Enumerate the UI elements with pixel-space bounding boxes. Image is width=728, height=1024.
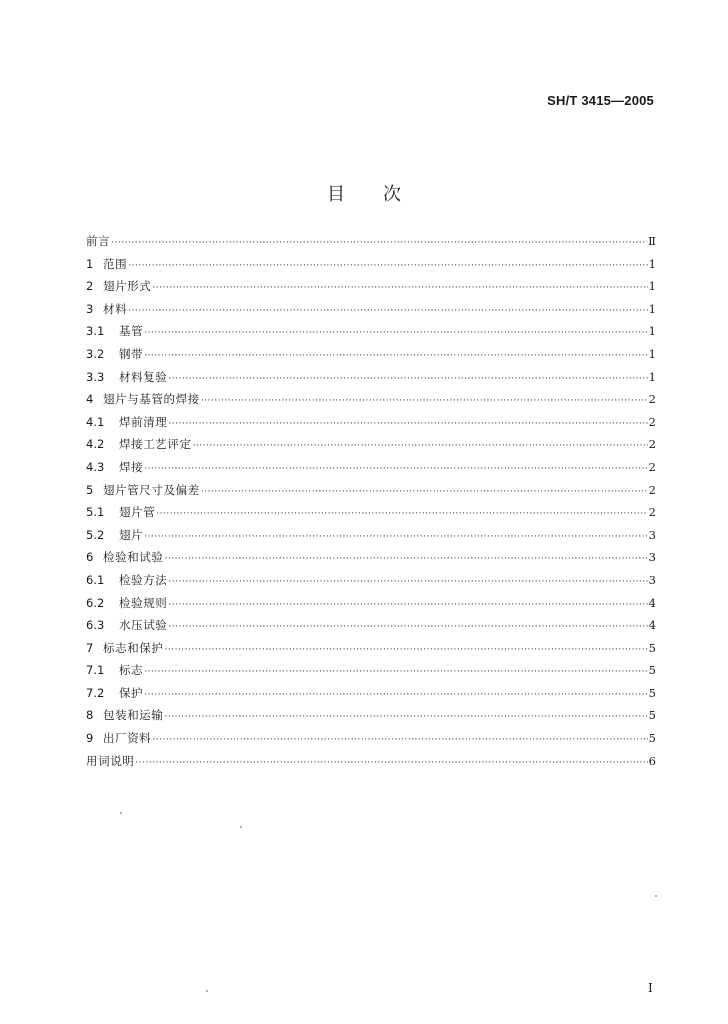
toc-entry-page: 6 xyxy=(648,753,656,768)
toc-entry xyxy=(86,549,656,572)
toc-entry-page: 1 xyxy=(648,369,656,384)
toc-entry xyxy=(86,595,656,618)
toc-entry-number: 4.1 xyxy=(86,414,105,429)
toc-entry-number: 3 xyxy=(86,301,94,316)
toc-dot-leader xyxy=(168,374,647,384)
toc-entry xyxy=(86,414,656,437)
toc-entry-number: 7.1 xyxy=(86,663,105,678)
toc-dot-leader xyxy=(201,396,648,406)
toc-entry-label: 翅片与基管的焊接 xyxy=(103,392,200,407)
toc-entry-number: 3.3 xyxy=(86,369,105,384)
toc-dot-leader xyxy=(111,238,647,248)
toc-entry xyxy=(86,233,656,256)
toc-entry xyxy=(86,482,656,505)
toc-dot-leader xyxy=(144,690,647,700)
toc-dot-leader xyxy=(135,758,647,768)
toc-dot-leader xyxy=(128,306,647,316)
toc-entry-page: 4 xyxy=(648,595,656,610)
toc-entry-page: 5 xyxy=(648,663,656,678)
toc-entry-label: 材料 xyxy=(103,301,128,316)
toc-entry xyxy=(86,369,656,392)
toc-entry-label: 包装和运输 xyxy=(103,708,164,723)
toc-entry-number: 5 xyxy=(86,482,94,497)
toc-dot-leader xyxy=(168,622,647,632)
toc-dot-leader xyxy=(144,464,647,474)
toc-entry-label: 检验规则 xyxy=(119,595,168,610)
scan-speck xyxy=(120,812,122,814)
toc-dot-leader xyxy=(144,351,647,361)
toc-entry-number: 7 xyxy=(86,640,94,655)
toc-entry-label: 标志和保护 xyxy=(103,640,164,655)
toc-entry-label: 翅片管尺寸及偏差 xyxy=(103,482,200,497)
toc-entry-page: 1 xyxy=(648,301,656,316)
toc-entry xyxy=(86,730,656,753)
toc-entry xyxy=(86,323,656,346)
toc-dot-leader xyxy=(156,509,647,519)
toc-entry-page: 2 xyxy=(648,414,656,429)
toc-dot-leader xyxy=(165,554,648,564)
toc-entry-page: 5 xyxy=(648,708,656,723)
toc-entry-number: 5.1 xyxy=(86,505,105,520)
toc-entry-number: 7.2 xyxy=(86,685,105,700)
toc-entry-label: 焊接 xyxy=(119,459,144,474)
toc-entry-page: 3 xyxy=(648,527,656,542)
toc-entry-page: 1 xyxy=(648,324,656,339)
toc-entry xyxy=(86,640,656,663)
toc-entry-number: 4.3 xyxy=(86,459,105,474)
toc-entry-page: 5 xyxy=(648,731,656,746)
toc-entry-page: 2 xyxy=(648,437,656,452)
toc-entry-label: 翅片 xyxy=(119,527,144,542)
toc-entry-label: 翅片管 xyxy=(119,505,156,520)
toc-dot-leader xyxy=(165,712,648,722)
toc-entry xyxy=(86,527,656,550)
toc-entry-label: 材料复验 xyxy=(119,369,168,384)
toc-entry-label: 保护 xyxy=(119,685,144,700)
toc-entry-page: Ⅱ xyxy=(648,234,656,248)
toc-entry xyxy=(86,662,656,685)
toc-entry xyxy=(86,685,656,708)
toc-entry-number: 8 xyxy=(86,708,94,723)
toc-entry-label: 检验方法 xyxy=(119,572,168,587)
scan-speck xyxy=(206,990,208,992)
toc-dot-leader xyxy=(144,532,647,542)
toc-entry-page: 3 xyxy=(648,572,656,587)
scan-speck xyxy=(655,895,657,897)
toc-entry xyxy=(86,346,656,369)
toc-entry-page: 5 xyxy=(648,685,656,700)
toc-entry-label: 焊前清理 xyxy=(119,414,168,429)
scan-speck xyxy=(240,826,242,828)
toc-entry-label: 用词说明 xyxy=(86,753,135,768)
toc-entry-label: 水压试验 xyxy=(119,618,168,633)
toc-entry xyxy=(86,753,656,776)
toc-entry-number: 6.2 xyxy=(86,595,105,610)
toc-entry-label: 焊接工艺评定 xyxy=(119,437,192,452)
toc-entry-label: 检验和试验 xyxy=(103,550,164,565)
standard-number: SH/T 3415—2005 xyxy=(547,93,654,108)
toc-entry-label: 基管 xyxy=(119,324,144,339)
toc-entry-number: 2 xyxy=(86,279,94,294)
toc-title: 目次 xyxy=(327,184,439,205)
toc-dot-leader xyxy=(165,645,648,655)
toc-entry xyxy=(86,572,656,595)
toc-entry-page: 2 xyxy=(648,505,656,520)
toc-entry-label: 出厂资料 xyxy=(103,731,152,746)
toc-entry xyxy=(86,617,656,640)
toc-entry-number: 5.2 xyxy=(86,527,105,542)
toc-dot-leader xyxy=(128,261,647,271)
toc-entry-number: 6.3 xyxy=(86,618,105,633)
toc-entry xyxy=(86,391,656,414)
toc-entry xyxy=(86,301,656,324)
toc-dot-leader xyxy=(152,283,647,293)
toc-dot-leader xyxy=(168,577,647,587)
toc-entry-number: 1 xyxy=(86,256,94,271)
toc-entry-page: 1 xyxy=(648,279,656,294)
toc-entry-number: 3.2 xyxy=(86,346,105,361)
table-of-contents xyxy=(86,233,656,775)
toc-entry-number: 9 xyxy=(86,731,94,746)
toc-entry xyxy=(86,436,656,459)
toc-entry-page: 2 xyxy=(648,392,656,407)
toc-entry-page: 2 xyxy=(648,482,656,497)
toc-entry xyxy=(86,278,656,301)
page-number: I xyxy=(648,981,653,995)
toc-entry-label: 标志 xyxy=(119,663,144,678)
toc-entry-page: 3 xyxy=(648,550,656,565)
toc-entry-label: 前言 xyxy=(86,234,111,248)
toc-entry-page: 2 xyxy=(648,459,656,474)
toc-dot-leader xyxy=(168,600,647,610)
toc-entry-page: 5 xyxy=(648,640,656,655)
toc-dot-leader xyxy=(144,328,647,338)
toc-entry xyxy=(86,707,656,730)
toc-entry xyxy=(86,504,656,527)
toc-entry-number: 6 xyxy=(86,550,94,565)
toc-dot-leader xyxy=(144,667,647,677)
toc-entry-number: 4.2 xyxy=(86,437,105,452)
toc-entry-label: 翅片形式 xyxy=(103,279,152,294)
toc-dot-leader xyxy=(152,735,647,745)
toc-entry-page: 1 xyxy=(648,346,656,361)
toc-entry-number: 4 xyxy=(86,392,94,407)
toc-dot-leader xyxy=(201,487,648,497)
toc-entry xyxy=(86,256,656,279)
toc-entry-label: 钢带 xyxy=(119,346,144,361)
toc-entry-page: 1 xyxy=(648,256,656,271)
toc-entry-label: 范围 xyxy=(103,256,128,271)
toc-entry-page: 4 xyxy=(648,618,656,633)
toc-dot-leader xyxy=(193,441,648,451)
toc-entry-number: 3.1 xyxy=(86,324,105,339)
toc-entry xyxy=(86,459,656,482)
toc-entry-number: 6.1 xyxy=(86,572,105,587)
toc-dot-leader xyxy=(168,419,647,429)
